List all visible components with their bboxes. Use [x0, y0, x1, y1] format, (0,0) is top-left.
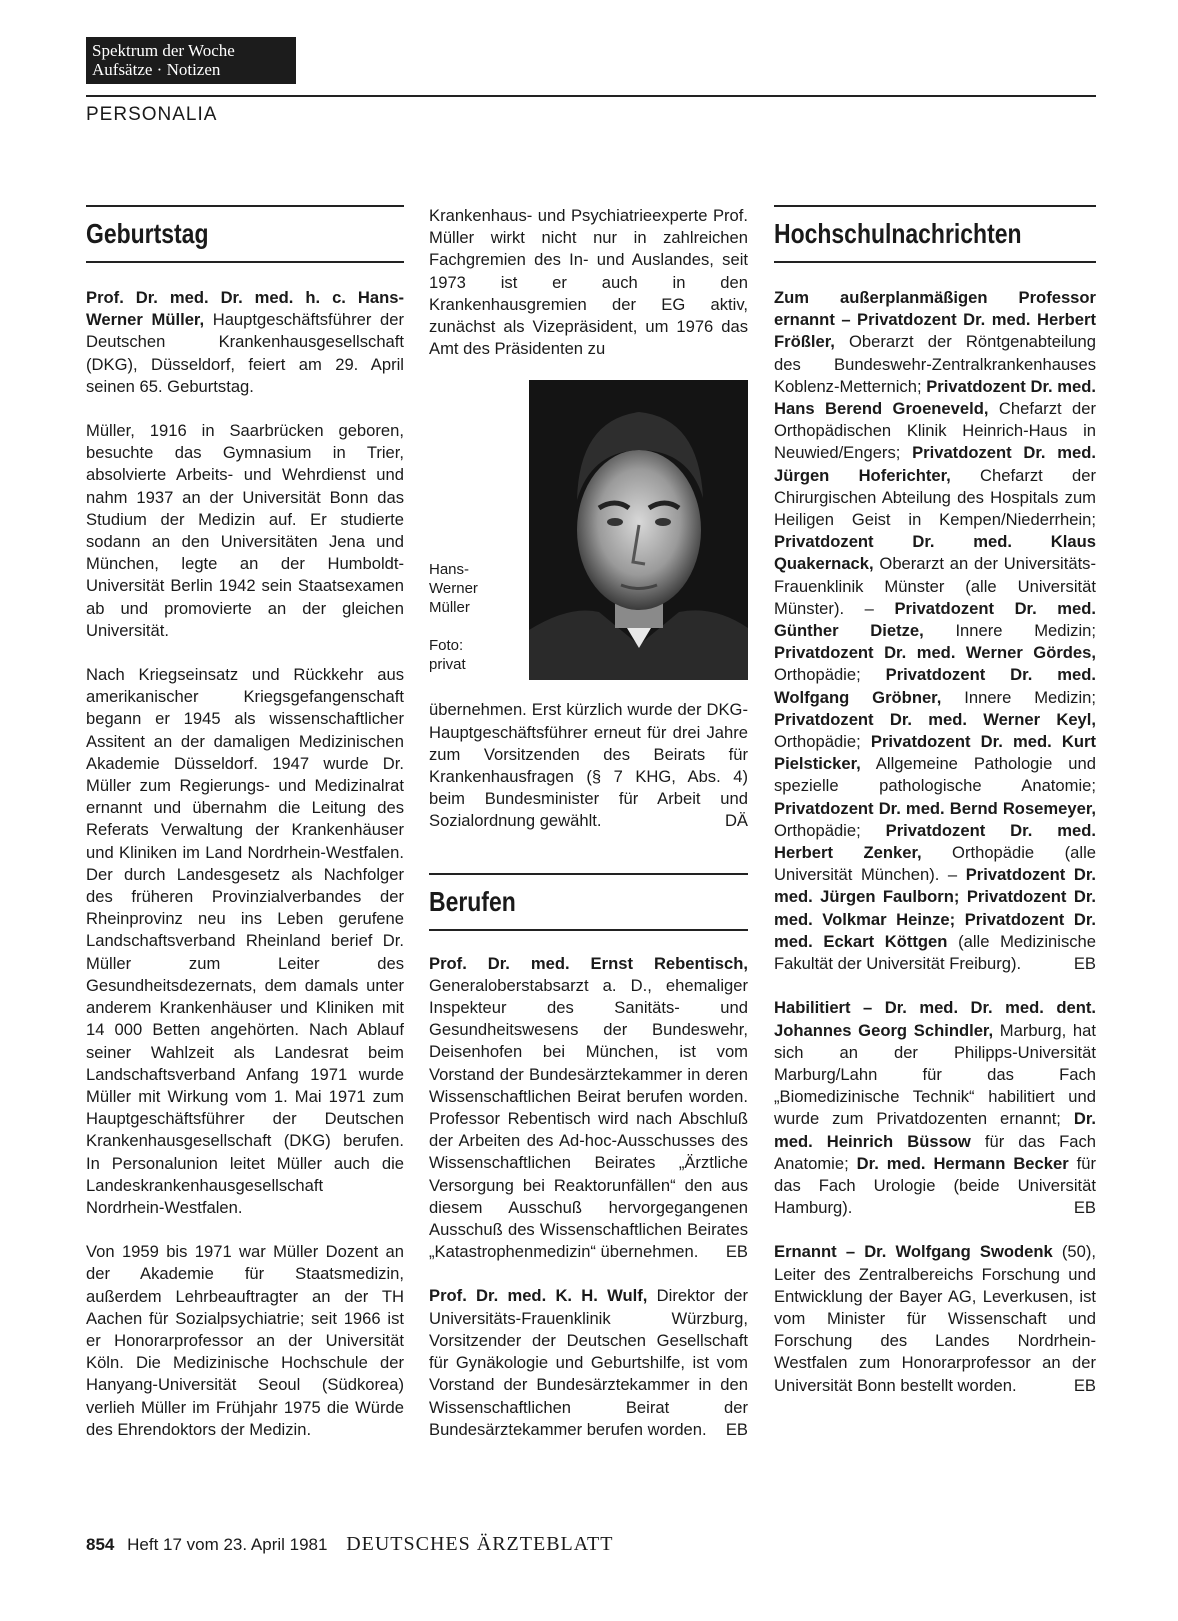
caption-line: Werner: [429, 580, 478, 598]
caption-line: Foto:: [429, 637, 464, 655]
paragraph-text: Hauptgeschäftsführer der Deutschen Krankenhausgesellschaft (DKG), Düsseldorf, feiert am 29. April seinen 65. Geburtstag.: [86, 310, 404, 396]
author-signature: EB: [1073, 1198, 1096, 1218]
person-name: Prof. Dr. med. Ernst Rebentisch,: [429, 953, 748, 973]
person-name: Privatdozent Dr. med. Klaus Quakernack,: [774, 532, 1096, 574]
person-name: Prof. Dr. med. Dr. med. h. c. Hans-Werner Müller,: [86, 288, 404, 330]
photo-caption: [429, 560, 478, 674]
paragraph: Müller, 1916 in Saarbrücken geboren, besuchte das Gymnasium in Trier, absolvierte Arbeits- und Wehrdienst und nahm 1937 an der Universität Bonn das Studium der Medizin auf. Er studierte sodann an den Universitäten Jena und München, legte an der Humboldt-Universität Berlin 1942 sein Staatsexamen ab und promovierte an der gleichen Universität.: [86, 421, 404, 640]
author-signature: EB: [725, 1419, 748, 1439]
paragraph-text: Oberarzt an der Universitäts-Frauenklinik Münster (alle Universität Münster). –: [774, 554, 1096, 618]
caption-line: privat: [429, 656, 466, 674]
person-name: Privatdozent Dr. med. Jürgen Faulborn; Privatdozent Dr. med. Volkmar Heinze; Privatdozent Dr. med. Eckart Köttgen: [774, 865, 1097, 951]
person-name: Privatdozent Dr. med. Kurt Pielsticker,: [774, 732, 1096, 774]
rule: [86, 261, 404, 263]
paragraph: [774, 287, 1096, 975]
author-signature: DÄ: [724, 811, 748, 831]
badge-line-2: Aufsätze · Notizen: [92, 60, 221, 79]
heading-hochschulnachrichten: Hochschulnachrichten: [774, 218, 1022, 249]
person-name: Dr. med. Hermann Becker: [856, 1153, 1069, 1173]
paragraph-text: übernehmen. Erst kürzlich wurde der DKG-Hauptgeschäftsführer erneut für drei Jahre zum Vorsitzenden des Beirats für Krankenhausfragen (§ 7 KHG, Abs. 4) beim Bundesminister für Arbeit und Sozialordnung gewählt.: [429, 700, 748, 831]
paragraph-text: Orthopädie;: [774, 820, 886, 840]
person-name: Privatdozent Dr. med. Jürgen Hoferichter,: [774, 443, 1096, 485]
paragraph-text: Marburg, hat sich an der Philipps-Universität Marburg/Lahn für das Fach „Biomedizinische Technik“ habilitiert und wurde zum Privatdozenten ernannt;: [774, 1020, 1096, 1129]
photo-block: [429, 380, 748, 685]
rule: [774, 261, 1096, 263]
paragraph-text: Chefarzt der Orthopädischen Klinik Heinrich-Haus in Neuwied/Engers;: [774, 399, 1096, 463]
person-name: Privatdozent Dr. med. Wolfgang Gröbner,: [774, 665, 1096, 707]
paragraph-segments: [774, 998, 1096, 1217]
person-name: Privatdozent Dr. med. Hans Berend Groeneveld,: [774, 376, 1096, 419]
person-name: Privatdozent Dr. med. Herbert Zenker,: [774, 820, 1096, 863]
paragraph: [429, 1285, 748, 1440]
paragraph-text: (alle Medizinische Fakultät der Universität Freiburg).: [774, 931, 1096, 974]
heading-berufen: Berufen: [429, 885, 516, 917]
section-label: PERSONALIA: [86, 104, 218, 125]
paragraph: Nach Kriegseinsatz und Rückkehr aus amerikanischer Kriegsgefangenschaft begann er 1945 als wissenschaftlicher Assitent an der damaligen Medizinischen Akademie Düsseldorf. 1947 wurde Dr. Müller zum Regierungs- und Medizinalrat ernannt und übernahm die Leitung des Referats Verwaltung der Krankenhäuser und Kliniken im Land Nordrhein-Westfalen. Der durch Landesgesetz als Nachfolger des früheren Provinzialverbandes der Rheinprovinz neu ins Leben gerufene Landschaftsverband Rheinland berief Dr. Müller zum Leiter des Gesundheitsdezernats, dem damals unter anderem Krankenhäuser und Kliniken mit 14 000 Betten angehörten. Nach Ablauf seiner Wahlzeit als Landesrat beim Landschaftsverband Anfang 1971 wurde Müller mit Wirkung vom 1. Mai 1971 zum Hauptgeschäftsführer der Deutschen Krankenhausgesellschaft (DKG) berufen. In Personalunion leitet Müller auch die Landeskrankenhausgesellschaft Nordrhein-Westfalen.: [86, 665, 404, 1217]
person-name: Privatdozent Dr. med. Günther Dietze,: [774, 598, 1097, 641]
paragraph: [429, 699, 748, 832]
paragraph-text: Innere Medizin;: [941, 687, 1096, 707]
paragraph-text: Innere Medizin;: [923, 621, 1097, 641]
paragraph-text: Orthopädie (alle Universität München). –: [774, 843, 1096, 885]
paragraph-text: Chefarzt der Chirurgischen Abteilung des Hospitals zum Heiligen Geist in Kempen/Niederrhein;: [774, 465, 1096, 530]
section-badge: [86, 37, 296, 84]
paragraph: Krankenhaus- und Psychiatrieexperte Prof. Müller wirkt nicht nur in zahlreichen Fachgremien des In- und Auslandes, seit 1973 ist er auch in den Krankenhausgremien der EG aktiv, zunächst als Vizepräsident, um 1976 das Amt des Präsidenten zu: [429, 206, 748, 359]
paragraph: [774, 1241, 1096, 1396]
paragraph-text: für das Fach Anatomie;: [774, 1131, 1096, 1173]
page-footer: [86, 1533, 613, 1556]
author-signature: EB: [1073, 954, 1096, 974]
column-2: [429, 205, 748, 1441]
top-rule: [86, 95, 1096, 97]
author-signature: EB: [1073, 1375, 1096, 1395]
paragraph-text: für das Fach Urologie (beide Universität Hamburg).: [774, 1153, 1096, 1218]
person-name: Habilitiert – Dr. med. Dr. med. dent. Johannes Georg Schindler,: [774, 998, 1096, 1040]
caption-line: Müller: [429, 599, 470, 617]
paragraph-text: Allgemeine Pathologie und spezielle pathologische Anatomie;: [774, 754, 1096, 796]
portrait-photo: [529, 380, 748, 680]
person-name: Prof. Dr. med. K. H. Wulf,: [429, 1286, 648, 1306]
portrait-image: [529, 380, 748, 680]
badge-line-1: Spektrum der Woche: [92, 41, 235, 60]
paragraph-text: Direktor der Universitäts-Frauenklinik Würzburg, Vorsitzender der Deutschen Gesellschaft für Gynäkologie und Geburtshilfe, ist vom Vorstand der Bundesärztekammer in den Wissenschaftlichen Beirat der Bundesärztekammer berufen worden.: [429, 1286, 748, 1439]
person-name: Privatdozent Dr. med. Bernd Rosemeyer,: [774, 798, 1096, 818]
rule: [429, 929, 748, 931]
paragraph-text: Generaloberstabsarzt a. D., ehemaliger Inspekteur des Sanitäts- und Gesundheitswesens der Bundeswehr, Deisenhofen bei München, ist vom Vorstand der Bundesärztekammer in deren Wissenschaftlichen Beirat berufen worden. Professor Rebentisch wird nach Abschluß der Arbeiten des Ad-hoc-Ausschusses des Wissenschaftlichen Beirates „Ärztliche Versorgung bei Reaktorunfällen“ den aus diesem Ausschuß hervorgegangenen Ausschuß des Wissenschaftlichen Beirates „Katastrophenmedizin“ übernehmen.: [429, 975, 748, 1262]
person-name: Dr. med. Heinrich Büssow: [774, 1109, 1096, 1151]
person-name: Privatdozent Dr. med. Werner Keyl,: [774, 709, 1096, 729]
author-signature: EB: [725, 1242, 748, 1262]
paragraph-text: Oberarzt der Röntgenabteilung des Bundeswehr-Zentralkrankenhauses Koblenz-Metternich;: [774, 332, 1096, 396]
column-3: [774, 205, 1096, 1397]
page-number: 854: [86, 1535, 115, 1554]
person-name: Zum außerplanmäßigen Professor ernannt – Privatdozent Dr. med. Herbert Frößler,: [774, 288, 1096, 352]
paragraph: [86, 287, 404, 398]
column-1: [86, 205, 404, 1441]
magazine-title: DEUTSCHES ÄRZTEBLATT: [346, 1533, 614, 1555]
paragraph-text: (50), Leiter des Zentralbereichs Forschung und Entwicklung der Bayer AG, Leverkusen, ist vom Minister für Wissenschaft und Forschung des Landes Nordrhein-Westfalen zum Honorarprofessor an der Universität Bonn bestellt worden.: [774, 1242, 1096, 1395]
issue-info: Heft 17 vom 23. April 1981: [127, 1535, 328, 1554]
caption-line: Hans-: [429, 561, 470, 579]
person-name: Privatdozent Dr. med. Werner Gördes,: [774, 643, 1096, 663]
person-name: Ernannt – Dr. Wolfgang Swodenk: [774, 1242, 1053, 1262]
paragraph: [774, 997, 1096, 1219]
paragraph: Von 1959 bis 1971 war Müller Dozent an der Akademie für Staatsmedizin, außerdem Lehrbeauftragter an der TH Aachen für Sozialpsychiatrie; seit 1966 ist er Honorarprofessor an der Universität Köln. Die Medizinische Hochschule der Hanyang-Universität Seoul (Südkorea) verlieh Müller im Frühjahr 1975 die Würde des Ehrendoktors der Medizin.: [86, 1242, 404, 1439]
paragraph-segments: [774, 288, 1096, 973]
heading-geburtstag: Geburtstag: [86, 218, 209, 249]
paragraph-text: Orthopädie;: [774, 732, 871, 752]
paragraph-text: Orthopädie;: [774, 665, 886, 685]
paragraph: [429, 953, 748, 1264]
